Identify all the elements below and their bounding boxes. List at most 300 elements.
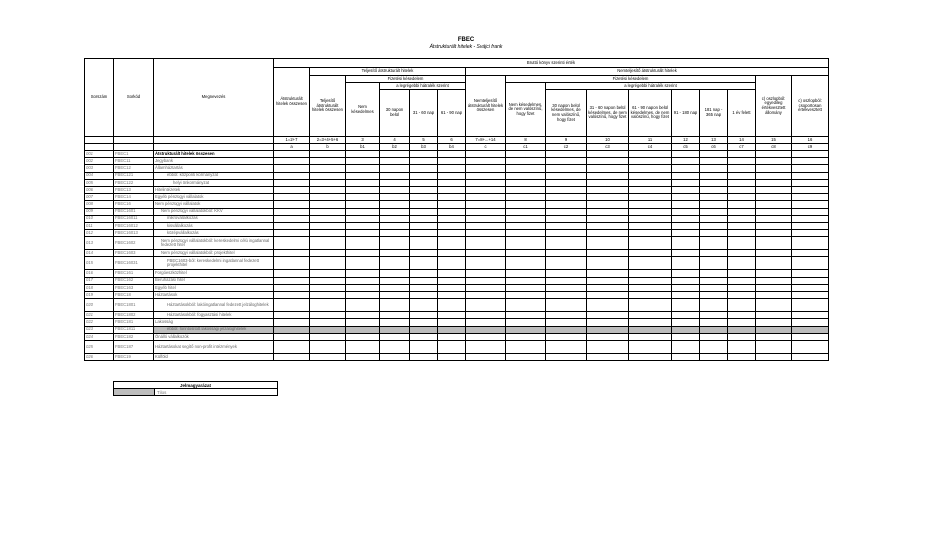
value-cell[interactable] [438,277,466,284]
value-cell[interactable] [310,270,346,277]
value-cell[interactable] [466,284,506,291]
value-cell[interactable] [274,333,310,340]
value-cell[interactable] [700,312,728,319]
value-cell[interactable] [672,326,700,333]
value-cell[interactable] [380,319,410,326]
value-cell[interactable] [546,333,587,340]
value-cell[interactable] [438,230,466,237]
value-cell[interactable] [438,237,466,250]
value-cell[interactable] [546,215,587,222]
value-cell[interactable] [629,319,672,326]
value-cell[interactable] [672,172,700,179]
value-cell[interactable] [274,299,310,312]
value-cell[interactable] [546,319,587,326]
value-cell[interactable] [310,353,346,360]
value-cell[interactable] [274,186,310,193]
value-cell[interactable] [546,230,587,237]
value-cell[interactable] [438,270,466,277]
value-cell[interactable] [466,165,506,172]
value-cell[interactable] [792,319,829,326]
value-cell[interactable] [672,299,700,312]
value-cell[interactable] [700,319,728,326]
value-cell[interactable] [792,333,829,340]
value-cell[interactable] [756,340,792,353]
value-cell[interactable] [310,277,346,284]
value-cell[interactable] [380,158,410,165]
value-cell[interactable] [410,277,438,284]
value-cell[interactable] [546,194,587,201]
value-cell[interactable] [506,353,546,360]
value-cell[interactable] [546,165,587,172]
value-cell[interactable] [310,201,346,208]
value-cell[interactable] [700,215,728,222]
value-cell[interactable] [629,340,672,353]
value-cell[interactable] [380,151,410,158]
value-cell[interactable] [587,250,629,257]
value-cell[interactable] [672,277,700,284]
value-cell[interactable] [466,340,506,353]
value-cell[interactable] [756,277,792,284]
value-cell[interactable] [672,292,700,299]
value-cell[interactable] [672,151,700,158]
value-cell[interactable] [506,333,546,340]
value-cell[interactable] [380,299,410,312]
value-cell[interactable] [506,277,546,284]
value-cell[interactable] [756,158,792,165]
value-cell[interactable] [274,353,310,360]
value-cell[interactable] [410,299,438,312]
value-cell[interactable] [506,151,546,158]
value-cell[interactable] [410,186,438,193]
value-cell[interactable] [792,194,829,201]
value-cell[interactable] [380,186,410,193]
value-cell[interactable] [587,340,629,353]
value-cell[interactable] [587,208,629,215]
value-cell[interactable] [346,284,380,291]
value-cell[interactable] [274,230,310,237]
value-cell[interactable] [274,151,310,158]
value-cell[interactable] [629,270,672,277]
value-cell[interactable] [410,250,438,257]
value-cell[interactable] [506,312,546,319]
value-cell[interactable] [466,194,506,201]
value-cell[interactable] [466,326,506,333]
value-cell[interactable] [380,340,410,353]
value-cell[interactable] [466,257,506,270]
value-cell[interactable] [587,284,629,291]
value-cell[interactable] [380,222,410,229]
value-cell[interactable] [728,277,756,284]
value-cell[interactable] [672,186,700,193]
value-cell[interactable] [380,194,410,201]
value-cell[interactable] [466,179,506,186]
value-cell[interactable] [728,201,756,208]
value-cell[interactable] [438,158,466,165]
value-cell[interactable] [700,151,728,158]
value-cell[interactable] [466,230,506,237]
value-cell[interactable] [629,326,672,333]
value-cell[interactable] [438,208,466,215]
value-cell[interactable] [310,222,346,229]
value-cell[interactable] [587,326,629,333]
value-cell[interactable] [587,194,629,201]
value-cell[interactable] [506,158,546,165]
value-cell[interactable] [506,326,546,333]
value-cell[interactable] [546,179,587,186]
value-cell[interactable] [346,208,380,215]
value-cell[interactable] [380,257,410,270]
value-cell[interactable] [546,237,587,250]
value-cell[interactable] [506,165,546,172]
value-cell[interactable] [672,353,700,360]
value-cell[interactable] [274,215,310,222]
value-cell[interactable] [792,172,829,179]
value-cell[interactable] [672,237,700,250]
value-cell[interactable] [546,250,587,257]
value-cell[interactable] [629,292,672,299]
value-cell[interactable] [756,326,792,333]
value-cell[interactable] [380,208,410,215]
value-cell[interactable] [629,312,672,319]
value-cell[interactable] [466,299,506,312]
value-cell[interactable] [438,215,466,222]
value-cell[interactable] [506,340,546,353]
value-cell[interactable] [346,353,380,360]
value-cell[interactable] [466,250,506,257]
value-cell[interactable] [438,165,466,172]
value-cell[interactable] [274,172,310,179]
value-cell[interactable] [546,312,587,319]
value-cell[interactable] [546,284,587,291]
value-cell[interactable] [728,333,756,340]
value-cell[interactable] [410,257,438,270]
value-cell[interactable] [506,230,546,237]
value-cell[interactable] [756,215,792,222]
value-cell[interactable] [466,333,506,340]
value-cell[interactable] [728,172,756,179]
value-cell[interactable] [346,270,380,277]
value-cell[interactable] [380,333,410,340]
value-cell[interactable] [310,215,346,222]
value-cell[interactable] [728,194,756,201]
value-cell[interactable] [629,165,672,172]
value-cell[interactable] [274,319,310,326]
value-cell[interactable] [756,353,792,360]
value-cell[interactable] [438,319,466,326]
value-cell[interactable] [546,299,587,312]
value-cell[interactable] [274,250,310,257]
value-cell[interactable] [346,292,380,299]
value-cell[interactable] [310,250,346,257]
value-cell[interactable] [310,333,346,340]
value-cell[interactable] [310,179,346,186]
value-cell[interactable] [466,151,506,158]
value-cell[interactable] [274,165,310,172]
value-cell[interactable] [792,284,829,291]
value-cell[interactable] [728,151,756,158]
value-cell[interactable] [756,237,792,250]
value-cell[interactable] [728,179,756,186]
value-cell[interactable] [587,215,629,222]
value-cell[interactable] [700,299,728,312]
value-cell[interactable] [438,151,466,158]
value-cell[interactable] [438,172,466,179]
value-cell[interactable] [274,257,310,270]
value-cell[interactable] [700,158,728,165]
value-cell[interactable] [438,299,466,312]
value-cell[interactable] [546,201,587,208]
value-cell[interactable] [792,158,829,165]
value-cell[interactable] [587,319,629,326]
value-cell[interactable] [629,151,672,158]
value-cell[interactable] [700,353,728,360]
value-cell[interactable] [438,201,466,208]
value-cell[interactable] [274,208,310,215]
value-cell[interactable] [672,215,700,222]
value-cell[interactable] [728,215,756,222]
value-cell[interactable] [438,257,466,270]
value-cell[interactable] [380,250,410,257]
value-cell[interactable] [346,333,380,340]
value-cell[interactable] [438,353,466,360]
value-cell[interactable] [629,250,672,257]
value-cell[interactable] [728,165,756,172]
value-cell[interactable] [672,222,700,229]
value-cell[interactable] [410,326,438,333]
value-cell[interactable] [546,186,587,193]
value-cell[interactable] [274,326,310,333]
value-cell[interactable] [346,194,380,201]
value-cell[interactable] [587,165,629,172]
value-cell[interactable] [438,340,466,353]
value-cell[interactable] [380,292,410,299]
value-cell[interactable] [629,257,672,270]
value-cell[interactable] [410,312,438,319]
value-cell[interactable] [700,250,728,257]
value-cell[interactable] [310,257,346,270]
value-cell[interactable] [728,222,756,229]
value-cell[interactable] [792,326,829,333]
value-cell[interactable] [274,158,310,165]
value-cell[interactable] [756,270,792,277]
value-cell[interactable] [310,284,346,291]
value-cell[interactable] [274,194,310,201]
value-cell[interactable] [546,292,587,299]
value-cell[interactable] [700,333,728,340]
value-cell[interactable] [672,284,700,291]
value-cell[interactable] [672,194,700,201]
value-cell[interactable] [546,158,587,165]
value-cell[interactable] [792,222,829,229]
value-cell[interactable] [380,179,410,186]
value-cell[interactable] [466,208,506,215]
value-cell[interactable] [587,299,629,312]
value-cell[interactable] [380,237,410,250]
value-cell[interactable] [792,277,829,284]
value-cell[interactable] [792,165,829,172]
value-cell[interactable] [700,230,728,237]
value-cell[interactable] [672,179,700,186]
value-cell[interactable] [346,215,380,222]
value-cell[interactable] [346,237,380,250]
value-cell[interactable] [410,222,438,229]
value-cell[interactable] [346,201,380,208]
value-cell[interactable] [587,333,629,340]
value-cell[interactable] [728,250,756,257]
value-cell[interactable] [672,340,700,353]
value-cell[interactable] [756,186,792,193]
value-cell[interactable] [380,277,410,284]
value-cell[interactable] [410,158,438,165]
value-cell[interactable] [756,299,792,312]
value-cell[interactable] [346,158,380,165]
value-cell[interactable] [506,250,546,257]
value-cell[interactable] [629,353,672,360]
value-cell[interactable] [700,179,728,186]
value-cell[interactable] [546,277,587,284]
value-cell[interactable] [587,292,629,299]
value-cell[interactable] [346,250,380,257]
value-cell[interactable] [587,237,629,250]
value-cell[interactable] [629,201,672,208]
value-cell[interactable] [506,179,546,186]
value-cell[interactable] [587,312,629,319]
value-cell[interactable] [466,270,506,277]
value-cell[interactable] [728,312,756,319]
value-cell[interactable] [756,284,792,291]
value-cell[interactable] [700,186,728,193]
value-cell[interactable] [700,292,728,299]
value-cell[interactable] [792,237,829,250]
value-cell[interactable] [629,299,672,312]
value-cell[interactable] [274,340,310,353]
value-cell[interactable] [438,312,466,319]
value-cell[interactable] [756,201,792,208]
value-cell[interactable] [629,186,672,193]
value-cell[interactable] [629,158,672,165]
value-cell[interactable] [728,257,756,270]
value-cell[interactable] [466,353,506,360]
value-cell[interactable] [792,299,829,312]
value-cell[interactable] [410,237,438,250]
value-cell[interactable] [466,172,506,179]
value-cell[interactable] [310,326,346,333]
value-cell[interactable] [346,277,380,284]
value-cell[interactable] [728,230,756,237]
value-cell[interactable] [410,230,438,237]
value-cell[interactable] [756,333,792,340]
value-cell[interactable] [466,215,506,222]
value-cell[interactable] [466,237,506,250]
value-cell[interactable] [506,172,546,179]
value-cell[interactable] [346,222,380,229]
value-cell[interactable] [506,237,546,250]
value-cell[interactable] [438,292,466,299]
value-cell[interactable] [546,340,587,353]
value-cell[interactable] [587,270,629,277]
value-cell[interactable] [629,215,672,222]
value-cell[interactable] [792,353,829,360]
value-cell[interactable] [756,208,792,215]
value-cell[interactable] [466,312,506,319]
value-cell[interactable] [506,270,546,277]
value-cell[interactable] [728,208,756,215]
value-cell[interactable] [346,165,380,172]
value-cell[interactable] [274,270,310,277]
value-cell[interactable] [672,250,700,257]
value-cell[interactable] [410,194,438,201]
value-cell[interactable] [672,208,700,215]
value-cell[interactable] [629,230,672,237]
value-cell[interactable] [310,186,346,193]
value-cell[interactable] [346,340,380,353]
value-cell[interactable] [274,292,310,299]
value-cell[interactable] [546,172,587,179]
value-cell[interactable] [438,333,466,340]
value-cell[interactable] [587,230,629,237]
value-cell[interactable] [438,326,466,333]
value-cell[interactable] [506,299,546,312]
value-cell[interactable] [310,292,346,299]
value-cell[interactable] [310,158,346,165]
value-cell[interactable] [546,326,587,333]
value-cell[interactable] [728,353,756,360]
value-cell[interactable] [506,222,546,229]
value-cell[interactable] [672,201,700,208]
value-cell[interactable] [310,165,346,172]
value-cell[interactable] [274,284,310,291]
value-cell[interactable] [546,151,587,158]
value-cell[interactable] [629,179,672,186]
value-cell[interactable] [756,292,792,299]
value-cell[interactable] [506,292,546,299]
value-cell[interactable] [756,222,792,229]
value-cell[interactable] [700,326,728,333]
value-cell[interactable] [756,257,792,270]
value-cell[interactable] [546,270,587,277]
value-cell[interactable] [792,186,829,193]
value-cell[interactable] [274,312,310,319]
value-cell[interactable] [310,151,346,158]
value-cell[interactable] [700,277,728,284]
value-cell[interactable] [410,165,438,172]
value-cell[interactable] [728,186,756,193]
value-cell[interactable] [410,151,438,158]
value-cell[interactable] [410,333,438,340]
value-cell[interactable] [700,257,728,270]
value-cell[interactable] [672,333,700,340]
value-cell[interactable] [438,179,466,186]
value-cell[interactable] [410,284,438,291]
value-cell[interactable] [410,340,438,353]
value-cell[interactable] [410,172,438,179]
value-cell[interactable] [346,319,380,326]
value-cell[interactable] [410,319,438,326]
value-cell[interactable] [587,186,629,193]
value-cell[interactable] [700,172,728,179]
value-cell[interactable] [587,201,629,208]
value-cell[interactable] [700,340,728,353]
value-cell[interactable] [380,312,410,319]
value-cell[interactable] [756,194,792,201]
value-cell[interactable] [466,277,506,284]
value-cell[interactable] [380,165,410,172]
value-cell[interactable] [346,172,380,179]
value-cell[interactable] [310,312,346,319]
value-cell[interactable] [629,194,672,201]
value-cell[interactable] [792,151,829,158]
value-cell[interactable] [410,179,438,186]
